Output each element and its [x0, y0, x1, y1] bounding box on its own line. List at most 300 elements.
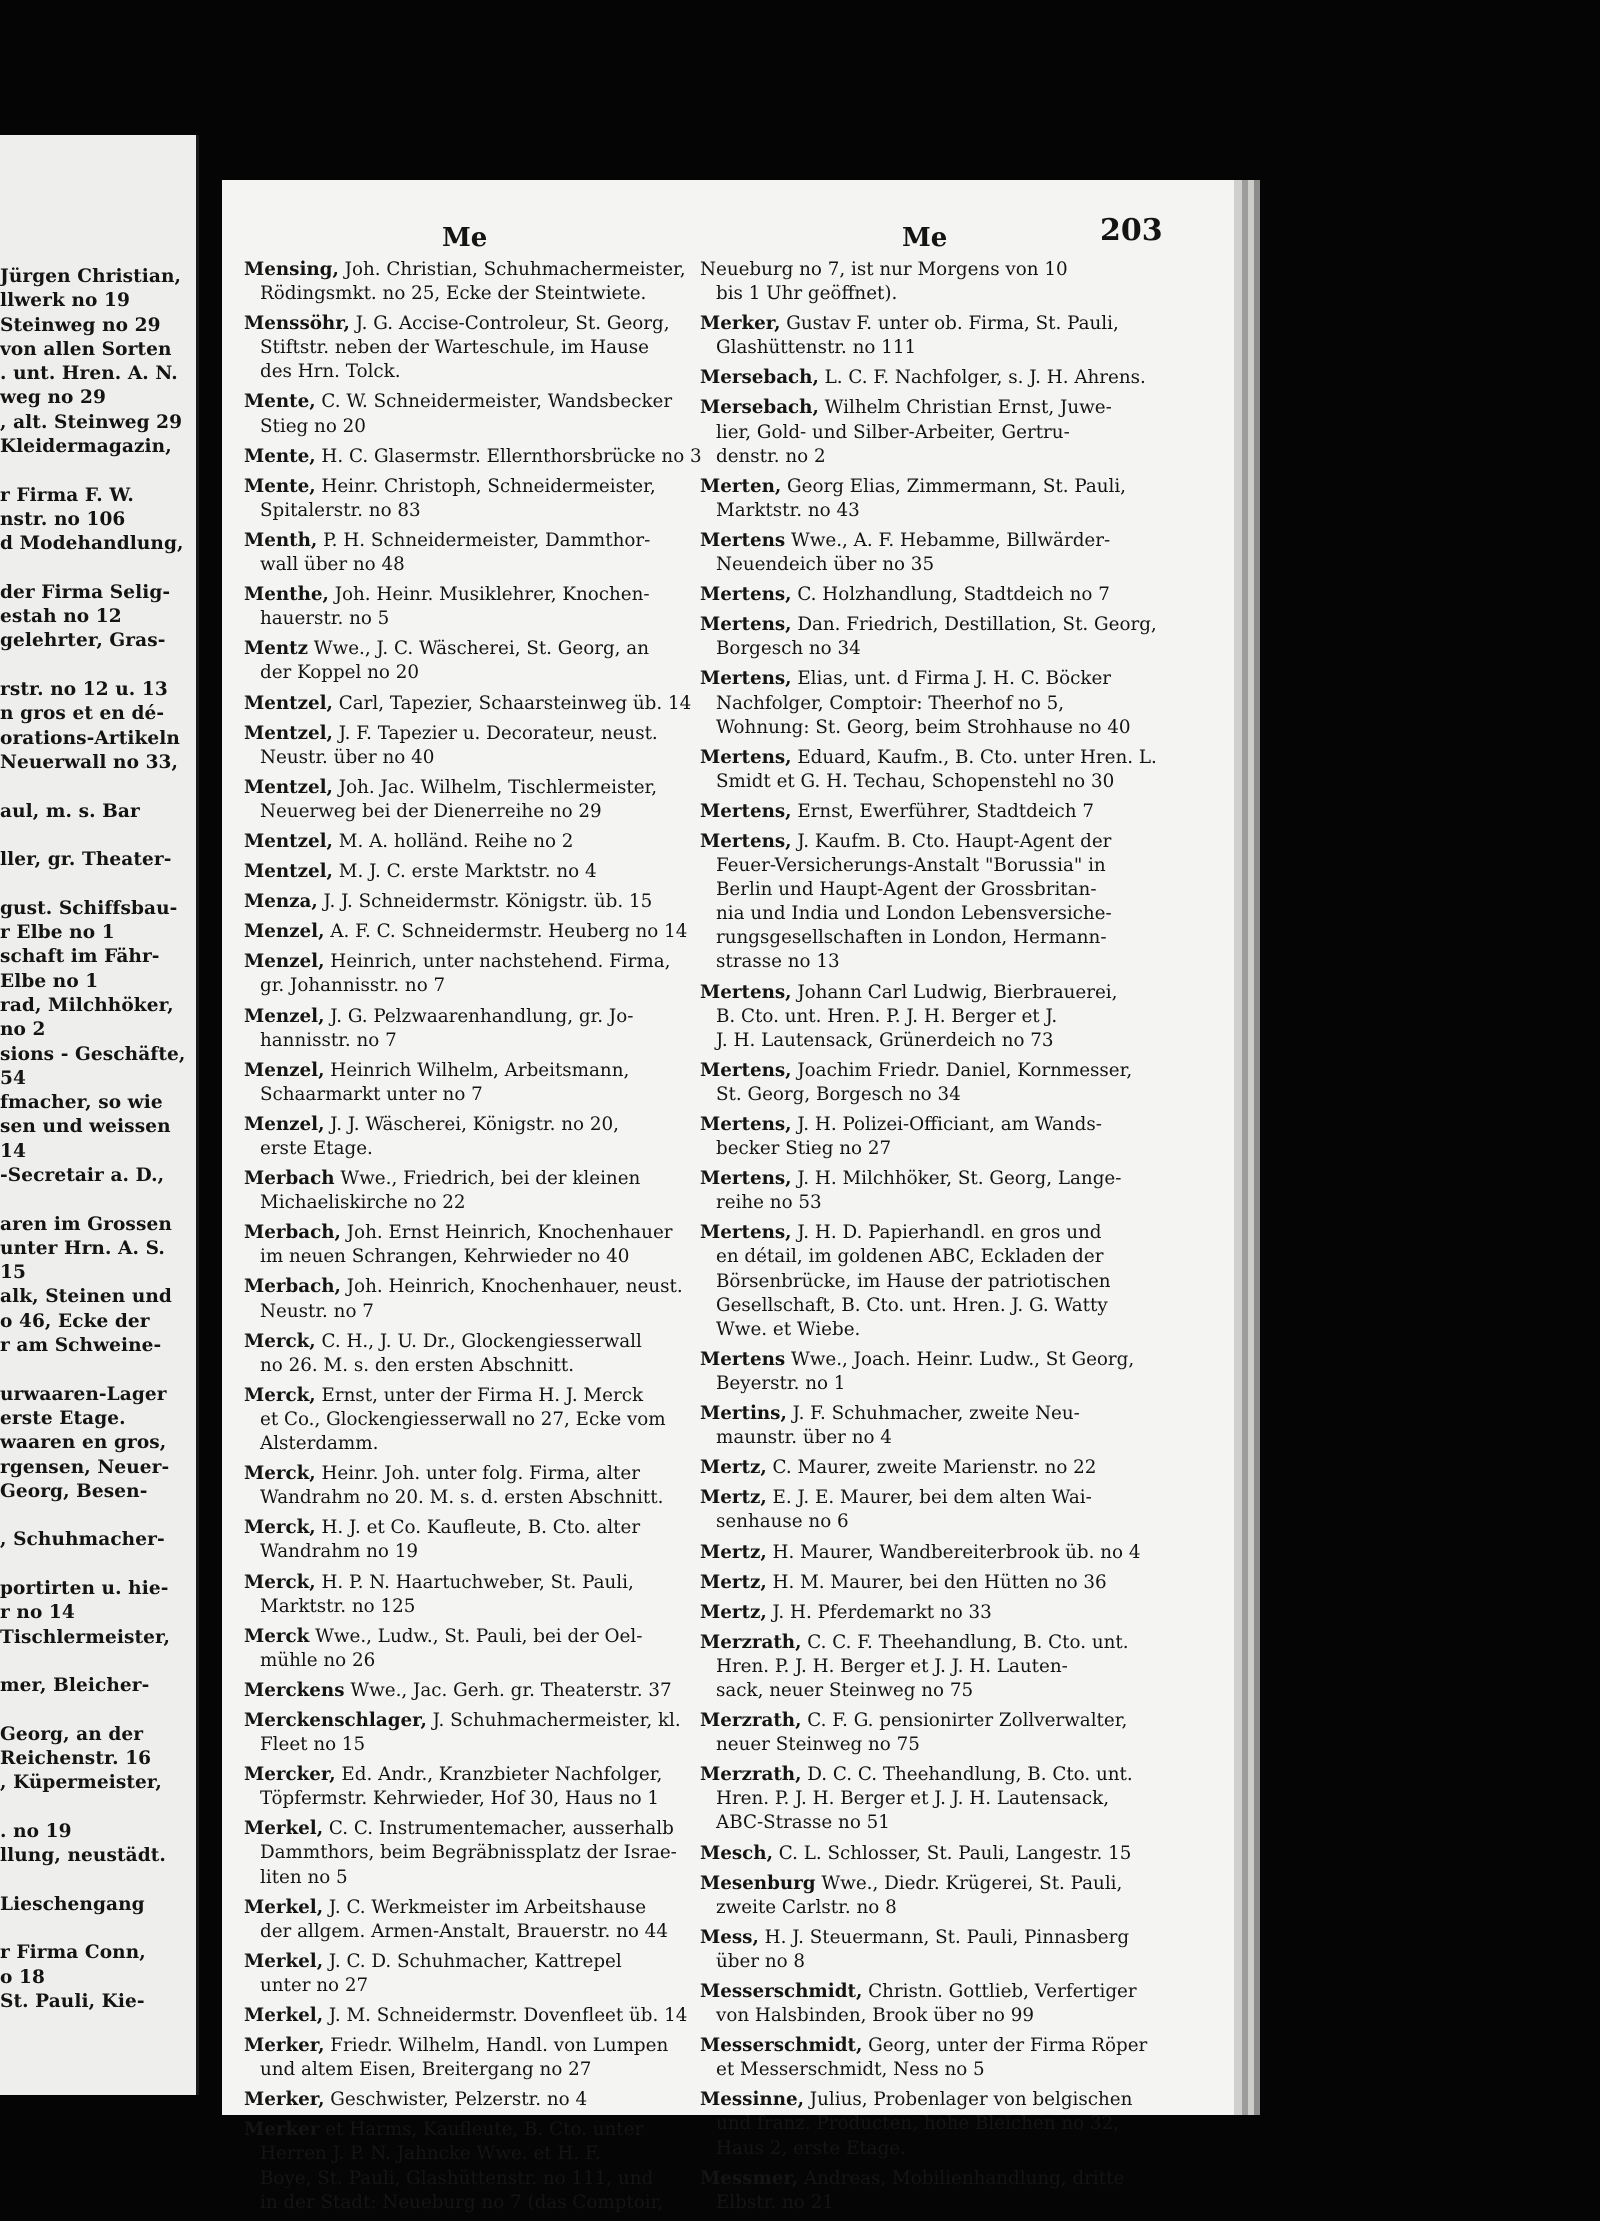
entry-surname: Mersebach,: [700, 367, 819, 389]
entry-continuation-line: von Halsbinden, Brook über no 99: [716, 2005, 1035, 2027]
entry-surname: Mersebach,: [700, 397, 819, 419]
left-page-line: [0, 1358, 196, 1382]
left-page-line: llwerk no 19: [0, 290, 130, 312]
entry-first-line: [244, 1330, 699, 1354]
left-page-line: weg no 29: [0, 387, 106, 409]
entry-continuation-line: der Koppel no 20: [260, 662, 419, 684]
entry-first-line: [700, 312, 1174, 336]
entry-details: Eduard, Kaufm., B. Cto. unter Hren. L.: [791, 746, 1157, 768]
entry-details: Friedr. Wilhelm, Handl. von Lumpen: [324, 2035, 669, 2057]
entry-continuation-line: et Co., Glockengiesserwall no 27, Ecke vom: [260, 1408, 666, 1430]
entry-first-line: [244, 722, 699, 746]
entry-first-line: [244, 2004, 699, 2028]
entry-first-line: [244, 1462, 699, 1486]
directory-entry: [244, 860, 699, 884]
entry-details: C. C. Instrumentemacher, ausserhalb: [323, 1818, 674, 1840]
entry-continuation-line: und altem Eisen, Breitergang no 27: [260, 2059, 592, 2081]
entry-first-line: [244, 1817, 699, 1841]
entry-continuation-line: Schaarmarkt unter no 7: [260, 1083, 483, 1105]
directory-entry: [244, 1384, 699, 1456]
entry-continuation-line: Neuendeich über no 35: [716, 554, 935, 576]
left-page-line: Steinweg no 29: [0, 314, 161, 336]
entry-surname: Mertz,: [700, 1571, 767, 1593]
entry-first-line: [700, 1631, 1174, 1655]
entry-continuation-line: im neuen Schrangen, Kehrwieder no 40: [260, 1246, 630, 1268]
entry-continuation-line: hannisstr. no 7: [260, 1029, 397, 1051]
entry-continuation-line: becker Stieg no 27: [716, 1138, 892, 1160]
entry-details: Joh. Christian, Schuhmachermeister,: [338, 259, 686, 280]
entry-surname: Merzrath,: [700, 1631, 802, 1653]
directory-entry: [244, 637, 699, 685]
directory-entry: [700, 475, 1174, 523]
entry-details: H. J. et Co. Kaufleute, B. Cto. alter: [315, 1517, 641, 1539]
entry-surname: Menthe,: [244, 584, 329, 606]
entry-first-line: [700, 1980, 1174, 2004]
entry-first-line: [244, 860, 699, 884]
entry-surname: Menzel,: [244, 921, 325, 943]
entry-details: Joh. Ernst Heinrich, Knochenhauer: [340, 1222, 673, 1244]
entry-first-line: [700, 667, 1174, 691]
left-page-text-column: [0, 265, 196, 2014]
entry-continuation-line: unter no 27: [260, 1974, 369, 1996]
entry-first-line: [244, 1059, 699, 1083]
directory-entry: [244, 445, 702, 469]
entry-surname: Mertens,: [700, 1222, 792, 1244]
entry-first-line: [244, 890, 699, 914]
entry-continuation-line: Börsenbrücke, im Hause der patriotischen: [716, 1270, 1111, 1292]
directory-entry: [244, 1005, 699, 1053]
left-page-line: r Elbe no 1: [0, 922, 115, 944]
directory-entry: [700, 1456, 1174, 1480]
directory-entry: [244, 258, 699, 306]
entry-continuation-line: senhause no 6: [716, 1511, 849, 1533]
entry-continuation-line: Michaeliskirche no 22: [260, 1192, 466, 1214]
entry-continuation-line: Berlin und Haupt-Agent der Grossbritan-: [716, 879, 1097, 901]
entry-surname: Merbach,: [244, 1222, 341, 1244]
entry-details: H. C. Glasermstr. Ellernthorsbrücke no 3: [315, 445, 702, 467]
left-page-line: no 2: [0, 1019, 46, 1041]
entry-surname: Mertz,: [700, 1601, 767, 1623]
directory-entry: [244, 1679, 699, 1703]
directory-entry: [700, 1926, 1174, 1974]
entry-continuation-line: ABC-Strasse no 51: [716, 1812, 890, 1834]
entry-first-line: [244, 1221, 699, 1245]
entry-first-line: [700, 1348, 1174, 1372]
entry-details: J. J. Wäscherei, Königstr. no 20,: [324, 1113, 619, 1135]
entry-continuation-line: Wohnung: St. Georg, beim Strohhause no 40: [716, 716, 1131, 738]
entry-surname: Merzrath,: [700, 1710, 802, 1732]
entry-continuation-line: Elbstr. no 21: [716, 2191, 834, 2213]
entry-surname: Mentzel,: [244, 830, 333, 852]
entry-details: Wwe., Jac. Gerh. gr. Theaterstr. 37: [344, 1679, 672, 1701]
entry-details: Wwe., A. F. Hebamme, Billwärder-: [785, 529, 1111, 551]
left-page-line: alk, Steinen und: [0, 1286, 172, 1308]
entry-first-line: [244, 475, 699, 499]
entry-details: Georg Elias, Zimmermann, St. Pauli,: [781, 475, 1126, 497]
entry-surname: Merkel,: [244, 1950, 324, 1972]
directory-entry: [244, 1462, 699, 1510]
entry-details: P. H. Schneidermeister, Dammthor-: [317, 529, 651, 551]
left-page-line: gust. Schiffsbau-: [0, 897, 178, 919]
left-page-fragment: [0, 135, 199, 2095]
entry-first-line: [244, 692, 699, 716]
page-number: 203: [1100, 213, 1163, 248]
left-page-line: waaren en gros,: [0, 1432, 167, 1454]
entry-continuation-line: hauerstr. no 5: [260, 608, 390, 630]
left-page-line: Jürgen Christian,: [0, 266, 182, 287]
entry-surname: Messmer,: [700, 2167, 799, 2189]
left-page-line: o 46, Ecke der: [0, 1310, 150, 1332]
directory-entry: [244, 1625, 699, 1673]
entry-surname: Mertens: [700, 529, 786, 551]
entry-surname: Merzrath,: [700, 1764, 802, 1786]
directory-entry: [700, 1059, 1174, 1107]
entry-surname: Menza,: [244, 891, 318, 913]
entry-details: J. H. Polizei-Officiant, am Wands-: [791, 1114, 1102, 1135]
directory-entry: [700, 981, 1174, 1053]
left-page-line: sions - Geschäfte,: [0, 1043, 186, 1065]
left-page-line: Elbe no 1: [0, 970, 99, 992]
entry-details: et Harms, Kaufleute, B. Cto. unter: [319, 2119, 644, 2141]
entry-details: H. M. Maurer, bei den Hütten no 36: [766, 1571, 1107, 1593]
entry-continuation-line: zweite Carlstr. no 8: [716, 1896, 897, 1918]
entry-details: J. J. Schneidermstr. Königstr. üb. 15: [317, 891, 653, 913]
left-page-line: rad, Milchhöker,: [0, 994, 174, 1016]
entry-continuation-line: Boye, St. Pauli, Glashüttenstr. no 111, und: [260, 2167, 654, 2189]
directory-entry: [700, 1348, 1174, 1396]
entry-surname: Menzel,: [244, 951, 325, 973]
entry-continuation-line: strasse no 13: [716, 951, 840, 973]
left-page-line: portirten u. hie-: [0, 1578, 169, 1600]
left-page-line: [0, 775, 196, 799]
entry-details: C. C. F. Theehandlung, B. Cto. unt.: [801, 1631, 1129, 1653]
directory-entry: [700, 396, 1174, 468]
entry-surname: Mertz,: [700, 1487, 767, 1509]
left-page-line: unter Hrn. A. S.: [0, 1237, 165, 1259]
entry-first-line: [700, 1541, 1174, 1565]
entry-surname: Merck,: [244, 1330, 316, 1352]
left-page-line: [0, 1699, 196, 1723]
entry-first-line: [244, 637, 699, 661]
left-page-line: r Firma F. W.: [0, 484, 134, 506]
entry-first-line: [700, 1221, 1174, 1245]
entry-continuation-line: nia und India und London Lebensversiche-: [716, 903, 1112, 925]
entry-continuation-line: Stieg no 20: [260, 415, 366, 437]
entry-surname: Mess,: [700, 1926, 759, 1948]
entry-first-line: [700, 800, 1174, 824]
entry-continuation-line: Marktstr. no 43: [716, 499, 860, 521]
entry-first-line: [700, 1059, 1174, 1083]
entry-first-line: [244, 1679, 699, 1703]
entry-first-line: [700, 613, 1174, 637]
left-page-line: orations-Artikeln: [0, 727, 180, 749]
directory-entry: [244, 1709, 699, 1757]
entry-surname: Merckens: [244, 1679, 345, 1701]
entry-details: J. H. Pferdemarkt no 33: [766, 1601, 992, 1623]
entry-first-line: [244, 258, 699, 282]
entry-continuation-line: Alsterdamm.: [260, 1433, 379, 1455]
entry-details: Ed. Andr., Kranzbieter Nachfolger,: [335, 1764, 663, 1786]
entry-surname: Mertz,: [700, 1457, 767, 1479]
entry-details: J. C. Werkmeister im Arbeitshause: [323, 1896, 647, 1918]
left-page-line: o 18: [0, 1966, 45, 1988]
entry-first-line: [244, 2088, 699, 2112]
entry-details: C. H., J. U. Dr., Glockengiesserwall: [315, 1330, 642, 1352]
entry-details: C. L. Schlosser, St. Pauli, Langestr. 15: [772, 1842, 1132, 1864]
entry-details: J. H. Milchhöker, St. Georg, Lange-: [791, 1168, 1122, 1190]
entry-details: Dan. Friedrich, Destillation, St. Georg,: [791, 614, 1157, 636]
directory-entry: [244, 1896, 699, 1944]
directory-entry: [700, 529, 1174, 577]
entry-continuation-line: liten no 5: [260, 1866, 348, 1888]
entry-surname: Mertens,: [700, 1168, 792, 1190]
left-page-line: St. Pauli, Kie-: [0, 1991, 145, 2013]
entry-surname: Merker: [244, 2119, 320, 2141]
entry-continuation-line: Töpfermstr. Kehrwieder, Hof 30, Haus no 1: [260, 1788, 660, 1810]
entry-continuation-line: Spitalerstr. no 83: [260, 499, 421, 521]
left-page-line: erste Etage.: [0, 1407, 126, 1429]
entry-continuation-line: Herren J. P. N. Jahncke Wwe. et H. F.: [260, 2143, 601, 2165]
directory-page: [222, 180, 1234, 2213]
directory-entry: [244, 583, 699, 631]
left-page-line: Georg, an der: [0, 1723, 144, 1745]
left-page-line: rstr. no 12 u. 13: [0, 679, 168, 701]
directory-entry: [700, 1709, 1174, 1757]
directory-entry: [244, 2088, 699, 2112]
entry-details: Gustav F. unter ob. Firma, St. Pauli,: [780, 313, 1119, 335]
entry-details: J. F. Schuhmacher, zweite Neu-: [786, 1403, 1080, 1425]
directory-entry: [244, 1113, 699, 1161]
entry-continuation-line: Glashüttenstr. no 111: [716, 337, 917, 359]
directory-entry: [700, 667, 1174, 739]
left-page-line: [0, 1796, 196, 1820]
entry-first-line: [700, 1601, 1174, 1625]
left-page-line: , Küpermeister,: [0, 1772, 162, 1794]
entry-continuation-line: neuer Steinweg no 75: [716, 1734, 920, 1756]
entry-details: C. W. Schneidermeister, Wandsbecker: [315, 391, 673, 413]
entry-continuation-line: gr. Johannisstr. no 7: [260, 975, 446, 997]
entry-first-line: [700, 746, 1174, 770]
left-page-line: fmacher, so wie: [0, 1092, 163, 1114]
entry-surname: Mertz,: [700, 1541, 767, 1563]
entry-details: J. M. Schneidermstr. Dovenfleet üb. 14: [323, 2005, 688, 2026]
running-header-right: Me: [902, 223, 948, 253]
entry-surname: Merker,: [244, 2035, 325, 2057]
entry-surname: Merbach: [244, 1168, 335, 1190]
directory-entry: [244, 890, 699, 914]
entry-continuation-line: erste Etage.: [260, 1138, 373, 1159]
entry-continuation-line: Borgesch no 34: [716, 638, 861, 660]
entry-surname: Merck,: [244, 1463, 316, 1485]
directory-entry: [244, 692, 699, 716]
directory-entry: [700, 1842, 1174, 1866]
entry-first-line: [244, 2118, 699, 2142]
entry-first-line: [700, 981, 1174, 1005]
left-page-line: [0, 824, 196, 848]
directory-entry: [700, 830, 1174, 975]
entry-first-line: [244, 1516, 699, 1540]
entry-continuation-line: Dammthors, beim Begräbnissplatz der Israe-: [260, 1842, 677, 1864]
entry-first-line: [244, 312, 699, 336]
directory-entry: [244, 722, 699, 770]
entry-details: Wwe., Diedr. Krügerei, St. Pauli,: [815, 1872, 1123, 1894]
left-page-line: mer, Bleicher-: [0, 1675, 150, 1697]
left-page-line: Neuerwall no 33,: [0, 751, 179, 773]
entry-surname: Messerschmidt,: [700, 2035, 863, 2057]
entry-details: Ernst, Ewerführer, Stadtdeich 7: [791, 800, 1094, 822]
entry-first-line: [700, 396, 1174, 420]
entry-surname: Mertens,: [700, 614, 792, 636]
directory-entry: [244, 475, 699, 523]
entry-details: Wwe., Joach. Heinr. Ludw., St Georg,: [785, 1348, 1135, 1370]
entry-surname: Mesch,: [700, 1842, 773, 1864]
directory-entry: [700, 583, 1174, 607]
directory-entry: [700, 1601, 1174, 1625]
entry-first-line: [700, 1763, 1174, 1787]
entry-first-line: [244, 1950, 699, 1974]
directory-entry: [700, 2034, 1174, 2082]
entry-continuation-line: Hren. P. J. H. Berger et J. J. H. Lauten-: [716, 1655, 1068, 1677]
entry-first-line: Neueburg no 7, ist nur Morgens von 10: [700, 259, 1068, 280]
left-page-line: 54: [0, 1067, 26, 1089]
entry-first-line: [700, 1842, 1174, 1866]
directory-entry: [700, 1571, 1174, 1595]
entry-details: J. C. D. Schuhmacher, Kattrepel: [323, 1950, 622, 1972]
entry-details: Joh. Heinrich, Knochenhauer, neust.: [340, 1276, 683, 1298]
entry-first-line: [244, 390, 699, 414]
entry-details: J. F. Tapezier u. Decorateur, neust.: [332, 722, 658, 744]
directory-entry: [244, 830, 699, 854]
left-page-line: , Schuhmacher-: [0, 1529, 165, 1551]
entry-surname: Merck,: [244, 1384, 316, 1406]
running-header-left: Me: [442, 223, 488, 253]
entry-surname: Mertens,: [700, 1059, 792, 1081]
directory-entry: [244, 1221, 699, 1269]
entry-continuation-line: Beyerstr. no 1: [716, 1372, 846, 1394]
entry-continuation-line: Rödingsmkt. no 25, Ecke der Steintwiete.: [260, 283, 647, 305]
entry-details: Ernst, unter der Firma H. J. Merck: [315, 1384, 644, 1406]
entry-continuation-line: Hren. P. J. H. Berger et J. J. H. Lautensack,: [716, 1788, 1110, 1810]
entry-surname: Mente,: [244, 475, 316, 497]
entry-details: Heinrich Wilhelm, Arbeitsmann,: [324, 1059, 630, 1081]
entry-surname: Merker,: [700, 313, 781, 335]
directory-entry: [244, 950, 699, 998]
entry-first-line: [700, 1486, 1174, 1510]
entry-first-line: [244, 2034, 699, 2058]
entry-surname: Mertens: [700, 1348, 786, 1370]
left-page-line: [0, 872, 196, 896]
entry-continuation-line: no 26. M. s. den ersten Abschnitt.: [260, 1354, 575, 1376]
directory-entry: [244, 390, 699, 438]
entry-surname: Mertens,: [700, 830, 792, 852]
entry-surname: Mercker,: [244, 1764, 336, 1786]
entry-details: Carl, Tapezier, Schaarsteinweg üb. 14: [332, 692, 692, 714]
entry-surname: Mente,: [244, 445, 316, 467]
entry-surname: Mertins,: [700, 1403, 787, 1425]
entry-details: L. C. F. Nachfolger, s. J. H. Ahrens.: [818, 367, 1146, 389]
entry-surname: Merck: [244, 1625, 310, 1647]
entry-details: Andreas, Mobilienhandlung, dritte: [798, 2167, 1125, 2189]
entry-surname: Mentzel,: [244, 722, 333, 744]
left-page-line: Tischlermeister,: [0, 1626, 171, 1648]
entry-first-line: [244, 1384, 699, 1408]
entry-first-line: [700, 1113, 1174, 1137]
entry-first-line: [700, 1926, 1174, 1950]
entry-first-line: [244, 920, 699, 944]
left-page-line: [0, 459, 196, 483]
entry-continuation-line: et Messerschmidt, Ness no 5: [716, 2059, 985, 2081]
entry-continuation-line: St. Georg, Borgesch no 34: [716, 1083, 961, 1105]
left-page-line: von allen Sorten: [0, 338, 172, 360]
directory-entry: [244, 312, 699, 384]
directory-entry: [244, 1275, 699, 1323]
left-page-line: -Secretair a. D.,: [0, 1164, 165, 1186]
directory-entry: [700, 2167, 1174, 2215]
entry-surname: Mentzel,: [244, 692, 333, 714]
entry-details: A. F. C. Schneidermstr. Heuberg no 14: [324, 921, 688, 943]
directory-entry: [244, 920, 699, 944]
left-page-line: [0, 1553, 196, 1577]
entry-first-line: [244, 776, 699, 800]
directory-entry: [700, 1167, 1174, 1215]
left-page-line: [0, 557, 196, 581]
left-page-line: Kleidermagazin,: [0, 436, 172, 458]
entry-details: Christn. Gottlieb, Verfertiger: [862, 1981, 1137, 2002]
left-page-line: 14: [0, 1140, 26, 1162]
left-page-line: [0, 654, 196, 678]
directory-entry: [244, 1571, 699, 1619]
left-page-line: aul, m. s. Bar: [0, 800, 140, 822]
left-page-line: r Firma Conn,: [0, 1942, 146, 1964]
entry-continuation-line: sack, neuer Steinweg no 75: [716, 1679, 974, 1701]
entry-continuation-line: Haus 2, erste Etage.: [716, 2137, 906, 2159]
entry-details: Joh. Jac. Wilhelm, Tischlermeister,: [332, 776, 658, 798]
entry-continuation-line: Nachfolger, Comptoir: Theerhof no 5,: [716, 692, 1065, 714]
entry-continuation-line: Smidt et G. H. Techau, Schopenstehl no 30: [716, 770, 1115, 792]
directory-entry: [700, 366, 1174, 390]
entry-continuation-line: J. H. Lautensack, Grünerdeich no 73: [716, 1029, 1054, 1051]
entry-surname: Merck,: [244, 1571, 316, 1593]
entry-details: M. A. holländ. Reihe no 2: [332, 830, 574, 852]
entry-continuation-line: wall über no 48: [260, 554, 405, 576]
entry-surname: Menth,: [244, 529, 318, 551]
directory-entry: [244, 2034, 699, 2082]
entry-first-line: [700, 2034, 1174, 2058]
directory-entry: [244, 529, 699, 577]
left-page-line: n gros et en dé-: [0, 703, 165, 725]
directory-entry: [700, 1763, 1174, 1835]
entry-first-line: [244, 529, 699, 553]
entry-first-line: [244, 583, 699, 607]
directory-entry: [244, 1330, 699, 1378]
entry-continuation-line: en détail, im goldenen ABC, Eckladen der: [716, 1246, 1104, 1268]
left-page-line: [0, 1650, 196, 1674]
directory-entry: [244, 1763, 699, 1811]
left-page-line: [0, 1504, 196, 1528]
entry-first-line: [244, 1625, 699, 1649]
directory-entry: [700, 1872, 1174, 1920]
entry-details: J. G. Pelzwaarenhandlung, gr. Jo-: [324, 1005, 634, 1027]
entry-surname: Mertens,: [700, 746, 792, 768]
directory-entry: [700, 613, 1174, 661]
directory-entry: [244, 1950, 699, 1998]
entry-surname: Merkel,: [244, 1818, 324, 1840]
entry-first-line: [700, 1167, 1174, 1191]
directory-entry: [244, 1817, 699, 1889]
entry-details: J. Kaufm. B. Cto. Haupt-Agent der: [791, 830, 1112, 852]
entry-details: Georg, unter der Firma Röper: [862, 2035, 1148, 2057]
entry-details: C. F. G. pensionirter Zollverwalter,: [801, 1710, 1128, 1732]
